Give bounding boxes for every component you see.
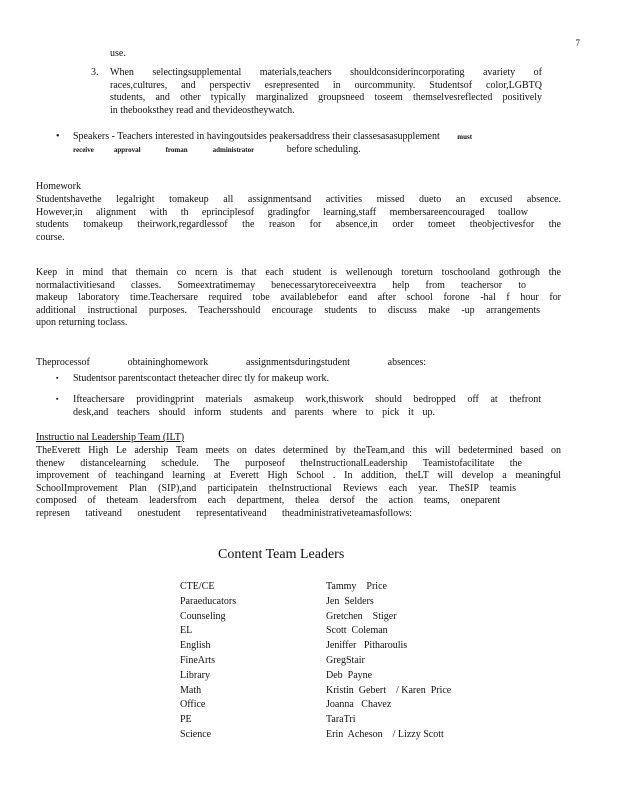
team-row [180,639,451,654]
use-line: use. [110,48,126,59]
team-row [180,654,451,669]
homework-p2-line: makeup laboratory time.Teachersare required tobe availablebefor eand after school forone -hal f hour for [36,292,561,304]
team-dept: CTE/CE [180,581,215,592]
speakers-bullet: • [56,131,60,142]
speakers-approval: approval [113,145,141,154]
team-leader: Joanna Chavez [326,699,392,711]
team-row [180,684,451,699]
list-item-3-line: races,cultures, and perspectiv esrepresented in ourcommunity. Studentsof color,LGBTQ [110,79,542,91]
ilt-line: represen tativeand onestudent representativeand theadministrativeteamasfollows: [36,507,412,519]
process-bullet-1-text: Studentsor parentscontact theteacher direc tly for makeup work. [73,373,330,384]
process-bullet-1 [73,373,391,386]
team-leader: GregStair [326,654,365,666]
team-leader: Scott Coleman [326,625,388,637]
team-dept: Math [180,684,202,696]
speakers-line-2 [73,144,561,157]
team-leader: TaraTri [326,714,356,726]
team-row [180,595,451,610]
homework-p2-line: normalactivitiesand classes. Someextratimemay benecessarytoreceiveextra help from teachersor to [36,279,526,291]
content-team-table [180,580,451,743]
homework-p2-line: additional instructional purposes. Teachersshould encourage students to discuss make -up arrangements [36,304,540,316]
team-dept: English [180,640,211,652]
homework-p1-line: students tomakeup theirwork,regardlessof the reason for absence,in order tomeet theobjectivesfor the [36,219,561,231]
team-row [180,698,451,713]
homework-paragraph-1 [36,194,561,244]
homework-p2-line: upon returning toclass. [36,317,128,329]
process-intro-line: Theprocessof obtaininghomework assignmentsduringstudent absences: [36,357,426,368]
speakers-receive: receive [73,145,94,154]
ilt-line: thenew distancelearning schedule. The purposeof theInstructionalLeadership Teamistofacilitate the [36,457,522,469]
ilt-paragraph [36,445,561,521]
list-number-3: 3. [91,67,99,78]
team-dept: Office [180,699,206,711]
homework-p2-line: Keep in mind that themain co ncern is that each student is wellenough toreturn toschooland gothrough the [36,267,561,278]
speakers-administrator: administrator [212,145,255,154]
speakers-before: before scheduling. [286,143,361,155]
team-dept: Counseling [180,610,226,622]
speakers-line-1 [73,131,561,144]
speakers-text: Speakers - Teachers interested in havingoutsides peakersaddress their classesasasupplement [73,131,440,142]
team-dept: FineArts [180,654,215,666]
team-row [180,580,451,595]
team-row [180,624,451,639]
homework-p1-line: However,in alignment with th eprinciplesof gradingfor learning,staff membersareencouraged toallow [36,206,528,218]
homework-p1-line: Studentshavethe legalright tomakeup all assignmentsand activities missed dueto an excused absence. [36,194,561,205]
process-intro [36,357,426,370]
team-dept: EL [180,625,193,637]
team-leader: Gretchen Stiger [326,610,397,622]
process-bullet-2-glyph: ▪ [56,395,59,403]
ilt-line: composed of theteam leadersfrom each department, thelea dersof the action teams, oneparent [36,495,500,507]
team-leader: Erin Acheson / Lizzy Scott [326,728,444,740]
team-dept: Science [180,728,212,740]
team-dept: PE [180,714,192,726]
speakers-item [73,131,561,156]
list-item-3-line: in thebooksthey read and thevideostheywatch. [110,104,295,116]
list-item-3-line: When selectingsupplemental materials,teachers shouldconsiderincorporating avariety of [110,67,542,78]
team-row [180,610,451,625]
team-leader: Tammy Price [326,581,387,592]
team-leader: Jen Selders [326,595,374,607]
homework-heading: Homework [36,181,81,192]
team-leader: Deb Payne [326,669,373,681]
homework-paragraph-2 [36,267,561,330]
process-bullet-2-line: desk,and teachers should inform students and parents where to pick it up. [73,406,435,418]
speakers-must: must [457,133,473,141]
ilt-line: SchoolImprovement Plan (SIP),and participatein theInstructional Reviews each year. TheSIP teamis [36,482,516,494]
team-dept: Library [180,669,210,681]
list-item-3 [110,67,542,117]
page-number: 7 [575,38,580,48]
process-bullet-2 [73,394,541,419]
team-dept: Paraeducators [180,595,237,607]
team-row [180,728,451,743]
ilt-heading: Instructio nal Leadership Team (ILT) [36,432,185,443]
content-team-title: Content Team Leaders [218,547,345,562]
speakers-froman: froman [165,145,188,154]
team-row [180,713,451,728]
team-leader: Kristin Gebert / Karen Price [326,684,452,696]
homework-p1-line: course. [36,231,65,243]
ilt-line: improvement of teachingand learning at Everett High School . In addition, theLT will develop a meaningful [36,470,561,482]
team-leader: Jeniffer Pitharoulis [326,640,408,652]
team-row [180,669,451,684]
process-bullet-1-glyph: ▪ [56,374,59,382]
ilt-line: TheEverett High Le adership Team meets on dates determined by theTeam,and this will bedetermined based on [36,445,561,456]
process-bullet-2-line: Ifteachersare providingprint materials asmakeup work,thiswork should bedropped off at thefront [73,394,541,405]
list-item-3-line: students, and other typically marginalized groupsneed toseem themselvesreflected positively [110,92,542,104]
